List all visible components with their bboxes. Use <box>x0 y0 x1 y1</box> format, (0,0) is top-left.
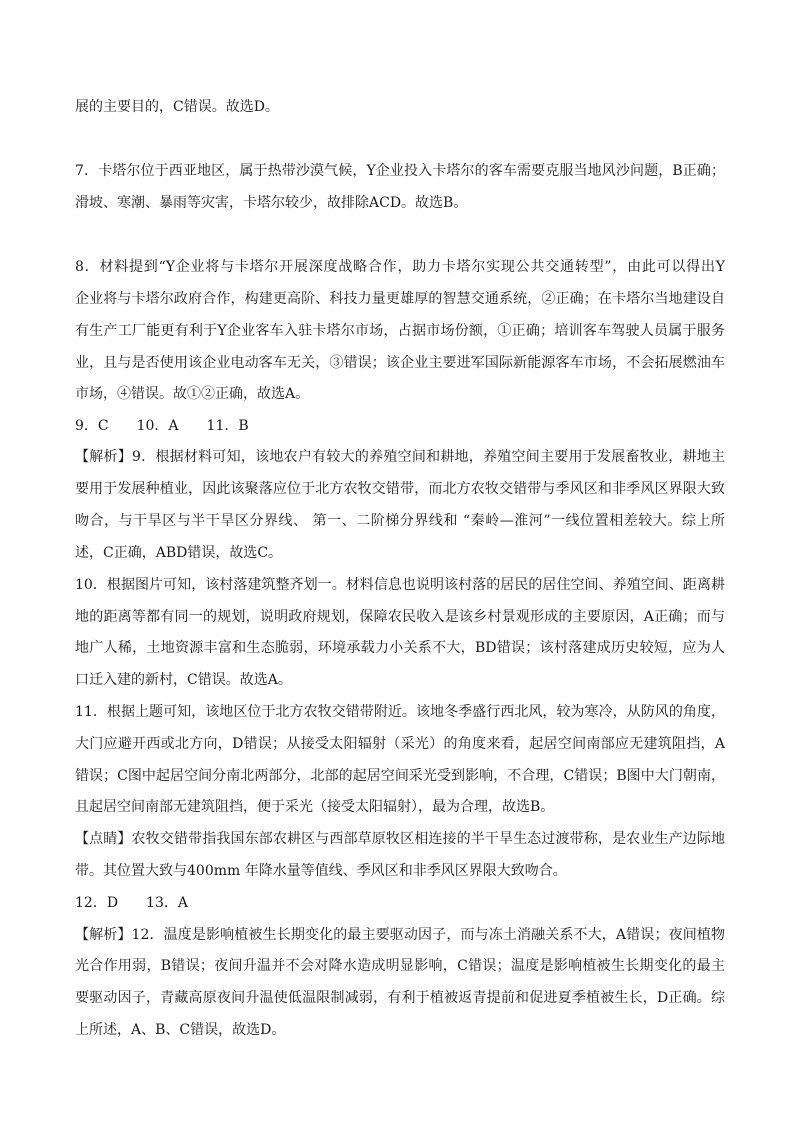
answer-line-9-11: 9．C 10．A 11．B <box>75 418 249 434</box>
tip-line-2: 带。其位置大致与400mm 年降水量等值线、季风区和非季风区界限大致吻合。 <box>75 863 567 879</box>
analysis-line-14: 光合作用弱，B错误；夜间升温并不会对降水造成明显影响，C错误；温度是影响植被生长期变化的最主 <box>75 958 725 974</box>
analysis-line-9: 11．根据上题可知，该地区位于北方农牧交错带附近。该地冬季盛行西北风，较为寒冷，从防风的角度， <box>75 704 725 720</box>
analysis-line-13: 【解析】12．温度是影响植被生长期变化的最主要驱动因子，而与冻土消融关系不大，A错误；夜间植物 <box>75 927 725 943</box>
text-line-4: 8．材料提到“Y企业将与卡塔尔开展深度战略合作，助力卡塔尔实现公共交通转型”，由此可以得出Y <box>75 259 725 275</box>
analysis-line-5: 10．根据图片可知，该村落建筑整齐划一。材料信息也说明该村落的居民的居住空间、养殖空间、距离耕 <box>75 577 725 593</box>
answer-line-12-13: 12．D 13．A <box>75 895 188 911</box>
text-line-2: 7．卡塔尔位于西亚地区，属于热带沙漠气候，Y企业投入卡塔尔的客车需要克服当地风沙问题，B正确； <box>75 163 725 179</box>
analysis-line-3: 吻合，与干旱区与半干旱区分界线、 第一、二阶梯分界线和 “秦岭—淮河”一线位置相差较大。综上所 <box>75 513 725 529</box>
analysis-line-1: 【解析】9．根据材料可知，该地农户有较大的养殖空间和耕地，养殖空间主要用于发展畜牧业，耕地主 <box>75 449 725 465</box>
text-line-5: 企业将与卡塔尔政府合作，构建更高阶、科技力量更雄厚的智慧交通系统，②正确；在卡塔尔当地建设自 <box>75 291 725 307</box>
tip-line-1: 【点睛】农牧交错带指我国东部农耕区与西部草原牧区相连接的半干旱生态过渡带称，是农业生产边际地 <box>75 831 725 847</box>
text-line-6: 有生产工厂能更有利于Y企业客车入驻卡塔尔市场，占据市场份额，①正确；培训客车驾驶人员属于服务 <box>75 323 725 339</box>
text-line-1: 展的主要目的，C错误。故选D。 <box>75 99 279 115</box>
analysis-line-4: 述，C正确，ABD错误，故选C。 <box>75 545 283 561</box>
analysis-line-10: 大门应避开西或北方向，D错误；从接受太阳辐射（采光）的角度来看，起居空间南部应无建筑阻挡，A <box>75 736 725 752</box>
analysis-line-16: 上所述，A、B、C错误，故选D。 <box>75 1022 286 1038</box>
analysis-line-2: 要用于发展种植业，因此该聚落应位于北方农牧交错带，而北方农牧交错带与季风区和非季风区界限大致 <box>75 481 725 497</box>
analysis-line-8: 口迁入建的新村，C错误。故选A。 <box>75 672 292 688</box>
text-line-7: 业，且与是否使用该企业电动客车无关，③错误；该企业主要进军国际新能源客车市场，不会拓展燃油车 <box>75 355 725 371</box>
analysis-line-7: 地广人稀，土地资源丰富和生态脆弱，环境承载力小关系不大，BD错误；该村落建成历史较短，应为人 <box>75 640 725 656</box>
analysis-line-6: 地的距离等都有同一的规划，说明政府规划，保障农民收入是该乡村景观形成的主要原因，A正确；而与 <box>75 609 725 625</box>
text-line-8: 市场，④错误。故①②正确，故选A。 <box>75 386 310 402</box>
text-line-3: 滑坡、寒潮、暴雨等灾害，卡塔尔较少，故排除ACD。故选B。 <box>75 195 468 211</box>
analysis-line-12: 且起居空间南部无建筑阻挡，便于采光（接受太阳辐射），最为合理，故选B。 <box>75 799 555 815</box>
analysis-line-15: 要驱动因子，青藏高原夜间升温使低温限制减弱，有利于植被返青提前和促进夏季植被生长，D正确。综 <box>75 990 725 1006</box>
analysis-line-11: 错误；C图中起居空间分南北两部分，北部的起居空间采光受到影响，不合理，C错误；B图中大门朝南， <box>75 768 725 784</box>
